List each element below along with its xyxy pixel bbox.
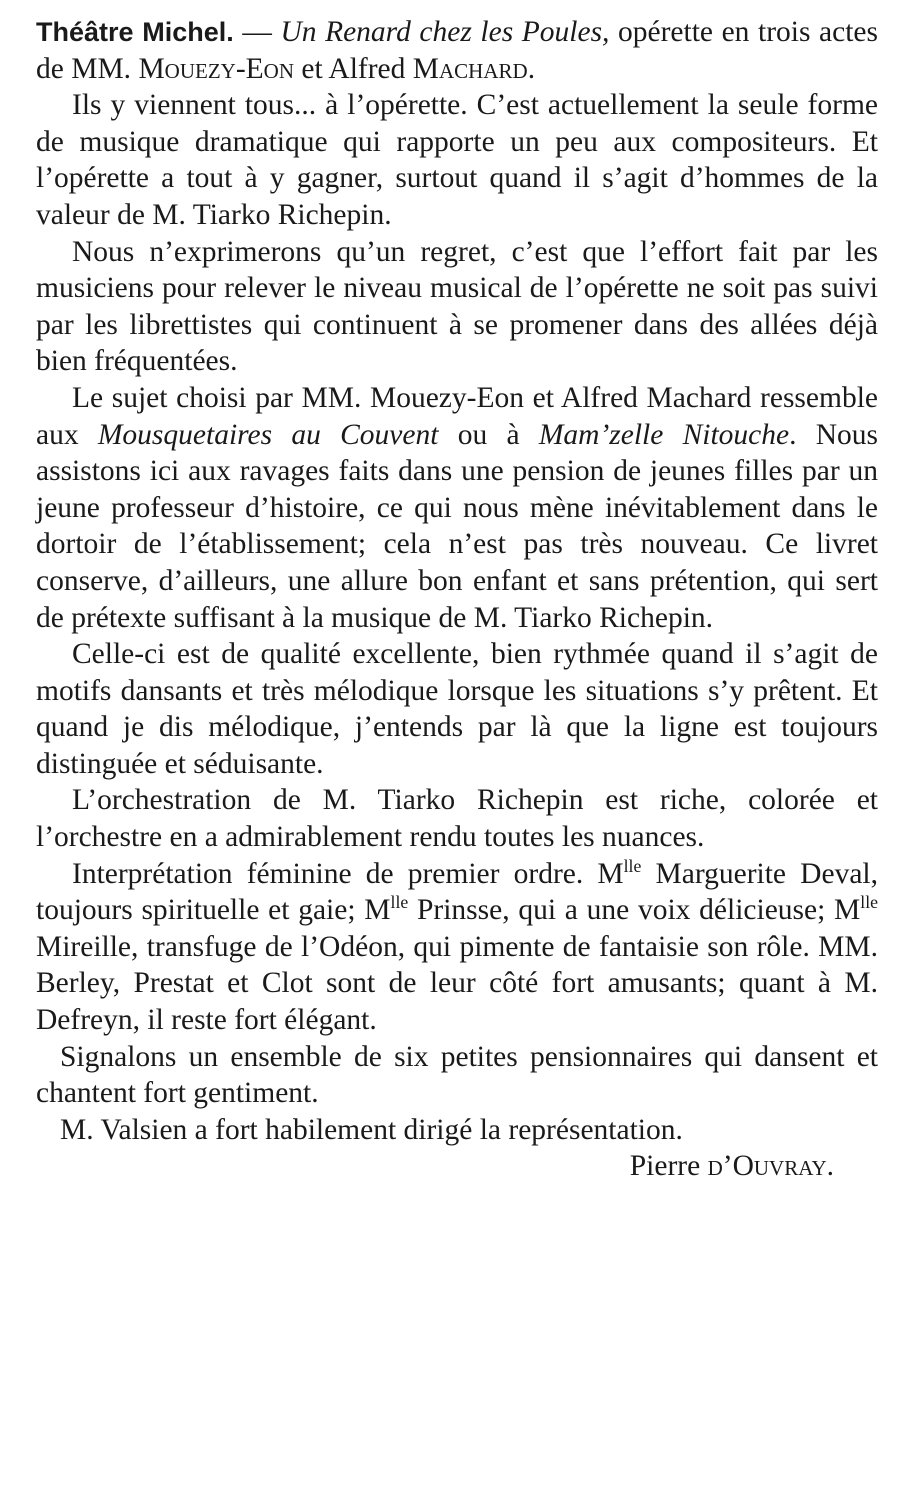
header-dash: — — [233, 16, 281, 48]
paragraph-3 — [36, 380, 878, 636]
paragraph-6-text-b: Marguerite Deval, toujours spirituelle et gaie; M — [36, 857, 878, 927]
paragraph-7: Signalons un ensemble de six petites pensionnaires qui dansent et chantent fort gentiment. — [36, 1040, 878, 1110]
paragraph-8: M. Valsien a fort habilement dirigé la représentation. — [60, 1113, 683, 1146]
honorific-sup: lle — [390, 892, 409, 913]
review-header — [36, 14, 878, 87]
honorific-sup: lle — [623, 855, 642, 876]
paragraph-1: Ils y viennent tous... à l’opérette. C’est actuellement la seule forme de musique dramatique qui rapporte un peu aux compositeurs. Et l’opérette a tout à y gagner, surtout quand il s’agit d’hommes de la valeur de M. Tiarko Richepin. — [36, 89, 878, 231]
signature-last-name: d’Ouvray — [707, 1150, 827, 1183]
author-1: Mouezy-Eon — [138, 52, 294, 85]
signature — [36, 1148, 878, 1185]
work-title-mousquetaires: Mousquetaires au Couvent — [97, 418, 439, 451]
paragraph-3-text-c: . Nous assistons ici aux ravages faits dans une pension de jeunes filles par un jeune professeur d’histoire, ce qui nous mène inévitablement dans le dortoir de l’établissement; cela n’est pas très nouveau. Ce livret conserve, d’ailleurs, une allure bon enfant et sans prétention, qui sert de prétexte suffisant à la musique de M. Tiarko Richepin. — [36, 418, 879, 634]
paragraph-6-text-d: Mireille, transfuge de l’Odéon, qui pimente de fantaisie son rôle. MM. Berley, Prestat et Clot sont de leur côté fort amusants; quant à M. Defreyn, il reste fort élégant. — [36, 930, 878, 1037]
paragraph-2: Nous n’exprimerons qu’un regret, c’est que l’effort fait par les musiciens pour relever le niveau musical de l’opérette ne soit pas suivi par les librettistes qui continuent à se promener dans des allées déjà bien fréquentées. — [36, 235, 878, 378]
signature-first-name: Pierre — [629, 1150, 708, 1183]
paragraph-6-text-a: Interprétation féminine de premier ordre. M — [72, 857, 624, 890]
review-article — [36, 14, 878, 1185]
paragraph-3-text-b: ou à — [438, 418, 539, 451]
honorific-sup: lle — [860, 892, 878, 913]
header-desc-1: opérette en trois actes de MM. — [36, 16, 878, 85]
header-period: . — [527, 52, 536, 85]
work-title-nitouche: Mam’zelle Nitouche — [538, 418, 790, 451]
paragraph-3-text-a: Le sujet choisi par MM. Mouezy-Eon et Alfred Machard ressemble aux — [36, 381, 878, 451]
author-2: Machard — [412, 52, 528, 85]
signature-period: . — [826, 1150, 834, 1183]
paragraph-4: Celle-ci est de qualité excellente, bien rythmée quand il s’agit de motifs dansants et très mélodique lorsque les situations s’y prêtent. Et quand je dis mélodique, j’entends par là que la ligne est toujours distinguée et séduisante. — [36, 638, 878, 780]
header-desc-2: et Alfred — [294, 52, 413, 85]
paragraph-6 — [36, 856, 878, 1039]
play-title: Un Renard chez les Poules, — [280, 16, 610, 48]
venue-name: Théâtre Michel. — [36, 17, 234, 47]
paragraph-5: L’orchestration de M. Tiarko Richepin est riche, colorée et l’orchestre en a admirablement rendu toutes les nuances. — [36, 784, 878, 854]
paragraph-6-text-c: Prinsse, qui a une voix délicieuse; M — [408, 894, 861, 927]
